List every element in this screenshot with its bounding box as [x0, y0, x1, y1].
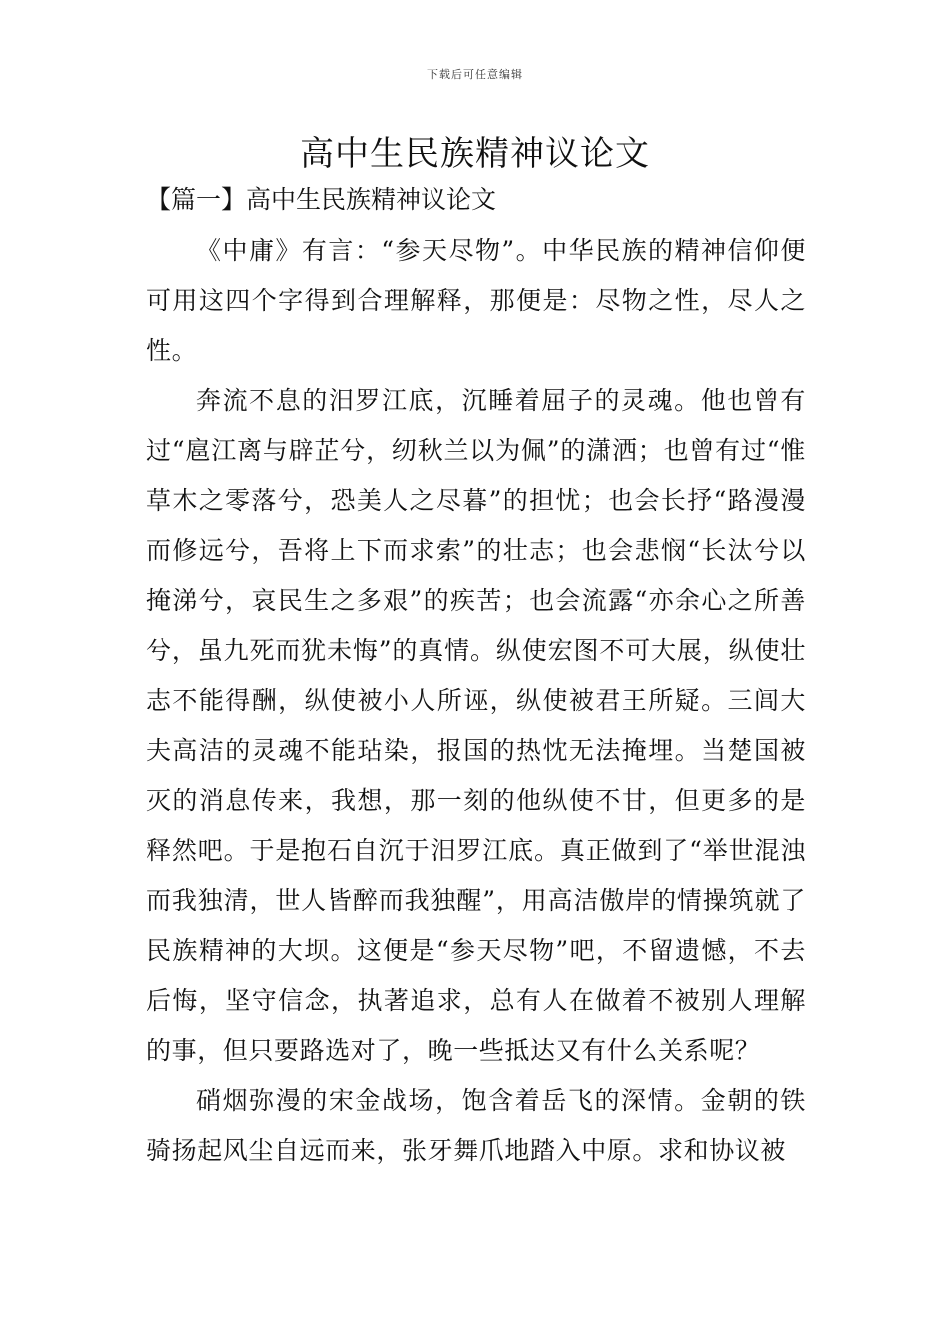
document-title: 高中生民族精神议论文: [300, 134, 650, 174]
paragraph-1: 《中庸》有言：“参天尽物”。中华民族的精神信仰便可用这四个字得到合理解释，那便是：尽物之性，尽人之性。: [146, 236, 806, 365]
section-heading: 【篇一】高中生民族精神议论文: [146, 185, 497, 214]
header-note: 下载后可任意编辑: [427, 68, 523, 81]
paragraph-2: 奔流不息的汨罗江底，沉睡着屈子的灵魂。他也曾有过“扈江离与辟芷兮，纫秋兰以为佩”的潇洒；也曾有过“惟草木之零落兮，恐美人之尽暮”的担忧；也会长抒“路漫漫而修远兮，吾将上下而求索”的壮志；也会悲悯“长汰兮以掩涕兮，哀民生之多艰”的疾苦；也会流露“亦余心之所善兮，虽九死而犹未悔”的真情。纵使宏图不可大展，纵使壮志不能得酬，纵使被小人所诬，纵使被君王所疑。三闾大夫高洁的灵魂不能玷染，报国的热忱无法掩埋。当楚国被灭的消息传来，我想，那一刻的他纵使不甘，但更多的是释然吧。于是抱石自沉于汨罗江底。真正做到了“举世混浊而我独清，世人皆醉而我独醒”，用高洁傲岸的情操筑就了民族精神的大坝。这便是“参天尽物”吧，不留遗憾，不去后悔，坚守信念，执著追求，总有人在做着不被别人理解的事，但只要路选对了，晚一些抵达又有什么关系呢？: [146, 386, 806, 1065]
document-body: [146, 226, 806, 1176]
paragraph-3: 硝烟弥漫的宋金战场，饱含着岳飞的深情。金朝的铁骑扬起风尘自远而来，张牙舞爪地踏入中原。求和协议被: [146, 1086, 806, 1165]
